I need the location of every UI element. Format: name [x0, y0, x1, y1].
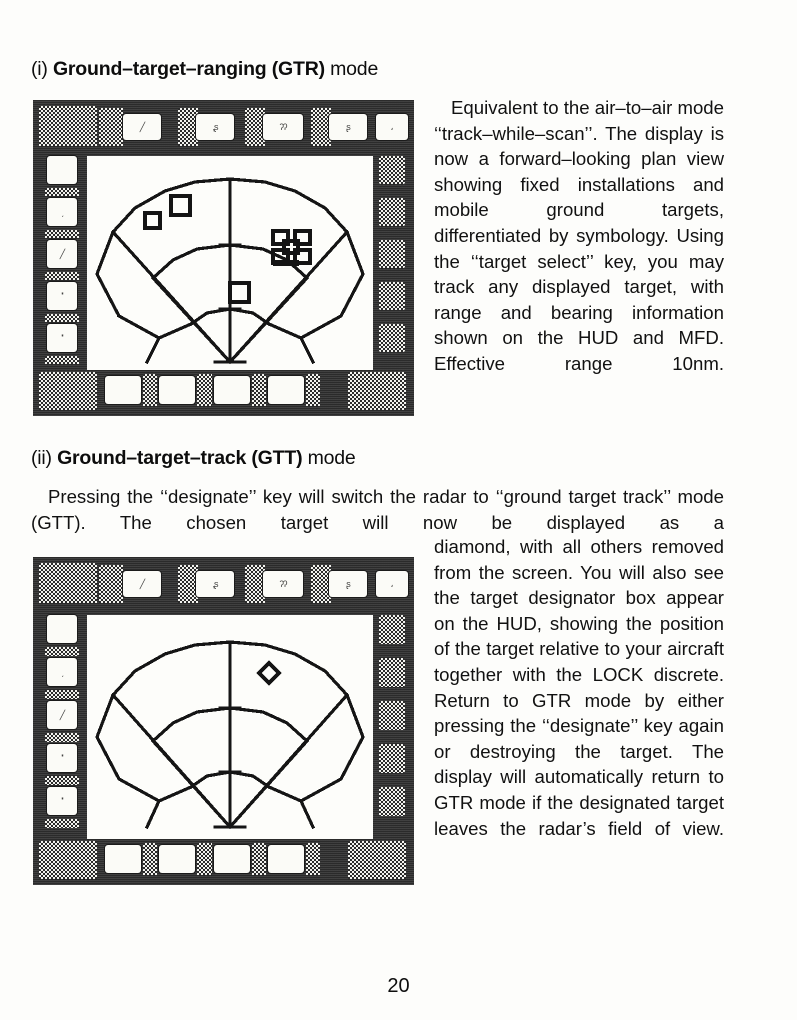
mfd-gtt-screen[interactable] [87, 615, 373, 839]
mfd-gtr-bottom-key-1[interactable] [105, 376, 141, 404]
mfd-gtt-left-key-4[interactable] [47, 744, 77, 772]
mfd-gtt-bottom-key-3[interactable] [214, 845, 250, 873]
bezel-spacer-top-3 [311, 565, 331, 603]
mfd-gtt-left-key-2[interactable] [47, 658, 77, 686]
mfd-gtt-top-key-2[interactable] [196, 571, 234, 597]
key-glyph-icon: ╱ [139, 578, 145, 589]
bezel-spacer-left-3 [45, 272, 79, 280]
mfd-gtr-right-key-3[interactable] [379, 240, 405, 268]
lobe-left [97, 232, 191, 338]
mfd-gtt-top-key-3[interactable] [263, 571, 303, 597]
mfd-gtt-left-key-1[interactable] [47, 615, 77, 643]
bezel-spacer-top-0 [99, 565, 123, 603]
lobe-left-tail [147, 338, 159, 362]
mfd-gtr-top-key-2[interactable] [196, 114, 234, 140]
section-heading-gtr [31, 58, 378, 81]
key-glyph-icon: ʹʹ [61, 332, 63, 343]
mfd-gtr-top-key-1[interactable] [123, 114, 161, 140]
section-title-gtt: Ground–target–track (GTT) [57, 447, 303, 469]
mfd-gtr-top-key-4[interactable] [329, 114, 367, 140]
bezel-spacer-bottom-3 [252, 843, 266, 875]
mfd-gtt-left-key-5[interactable] [47, 787, 77, 815]
target-cluster-mobile[interactable] [273, 231, 310, 266]
bezel-spacer-bottom-2 [197, 374, 212, 406]
mfd-gtr-left-key-1[interactable] [47, 156, 77, 184]
bezel-spacer-bottom-1 [143, 843, 157, 875]
section-title-gtr: Ground–target–ranging (GTR) [52, 58, 325, 80]
mfd-gtt-right-key-2[interactable] [379, 658, 405, 687]
key-glyph-icon: ʂ [346, 121, 350, 132]
mfd-gtr-top-key-5[interactable] [376, 114, 408, 140]
bezel-spacer-left-2 [45, 690, 79, 699]
mfd-gtr-screen[interactable] [87, 156, 373, 370]
mfd-gtt-top-key-1[interactable] [123, 571, 161, 597]
mfd-gtt-right-key-4[interactable] [379, 744, 405, 773]
key-glyph-icon: ʔʔ [279, 578, 287, 589]
mfd-gtr-left-key-4[interactable] [47, 282, 77, 310]
mfd-gtr-right-key-2[interactable] [379, 198, 405, 226]
bezel-corner-block-tl [39, 563, 97, 603]
mfd-gtr-right-key-5[interactable] [379, 324, 405, 352]
paragraph-gtr-text: Equivalent to the air–to–air mode ‘‘track–while–scan’’. The display is now a forward–looking plan view showing fixed installations and mobile ground targets, differentiated by symbology. Using the ‘‘target select’’ key, you may track any displayed target, with range and bearing information shown on the HUD and MFD. Effective range 10nm. [434, 97, 724, 374]
key-glyph-icon: ʹʹ [61, 795, 63, 806]
bezel-spacer-left-2 [45, 230, 79, 238]
paragraph-gtt-continued-text: diamond, with all others removed from the screen. You will also see the target designator box appear on the HUD, showing the position of the target relative to your aircraft together with the LOCK discrete. Return to GTR mode by either pressing the ‘‘designate’’ key again or destroying the target. The display will automatically return to GTR mode if the designated target leaves the radar’s field of view. [434, 536, 724, 839]
bezel-spacer-top-2 [245, 565, 265, 603]
section-title-suffix-gtt: mode [307, 447, 356, 469]
bezel-spacer-bottom-4 [306, 374, 320, 406]
bezel-spacer-left-5 [45, 356, 79, 364]
key-glyph-icon: ,ʂ [212, 121, 218, 132]
key-glyph-icon: ʔʔ [279, 121, 287, 132]
mfd-gtr-top-key-3[interactable] [263, 114, 303, 140]
lobe-left [97, 695, 191, 801]
bezel-corner-block-tl [39, 106, 97, 146]
radar-targets-gtr [145, 196, 310, 302]
mfd-gtt-top-key-4[interactable] [329, 571, 367, 597]
bezel-corner-block-bl [39, 372, 97, 410]
mfd-gtt-right-key-3[interactable] [379, 701, 405, 730]
bezel-spacer-left-1 [45, 188, 79, 196]
mfd-gtt-left-key-3[interactable] [47, 701, 77, 729]
bezel-spacer-left-1 [45, 647, 79, 656]
key-glyph-icon: ˏ [61, 666, 63, 677]
lobe-right-tail [301, 801, 313, 827]
mfd-gtt-right-key-5[interactable] [379, 787, 405, 816]
bezel-spacer-left-4 [45, 314, 79, 322]
bezel-corner-block-br [348, 372, 406, 410]
mfd-gtr-display [33, 100, 414, 416]
key-glyph-icon [47, 156, 77, 184]
radar-targets-gtt [259, 663, 279, 683]
target-square-2[interactable] [171, 196, 190, 215]
target-square-3[interactable] [230, 283, 249, 302]
key-glyph-icon [47, 615, 77, 643]
bezel-corner-block-bl [39, 841, 97, 879]
lobe-left-tail [147, 801, 159, 827]
bezel-spacer-bottom-3 [252, 374, 266, 406]
scan-line-right-inner [230, 741, 307, 827]
mfd-gtt-right-key-1[interactable] [379, 615, 405, 644]
key-glyph-icon: ╱ [139, 121, 145, 132]
section-title-suffix-gtr: mode [330, 58, 379, 80]
mfd-gtt-top-key-5[interactable] [376, 571, 408, 597]
target-square-1[interactable] [145, 213, 160, 228]
key-glyph-icon: ʂ [346, 578, 350, 589]
bezel-corner-block-br [348, 841, 406, 879]
key-glyph-icon: ʹʹ [61, 290, 63, 301]
mfd-gtr-bottom-key-2[interactable] [159, 376, 195, 404]
section-marker-i: (i) [31, 58, 48, 80]
lobe-right [269, 695, 363, 801]
bezel-spacer-bottom-4 [306, 843, 320, 875]
mfd-gtr-bottom-key-4[interactable] [268, 376, 304, 404]
section-marker-ii: (ii) [31, 447, 52, 469]
lobe-left-edge [119, 316, 159, 338]
bezel-spacer-top-1 [178, 108, 198, 146]
scan-line-right-inner [230, 278, 307, 362]
key-glyph-icon: ، [390, 578, 394, 589]
radar-plot-gtt [87, 615, 373, 839]
key-glyph-icon: ,ʂ [212, 578, 218, 589]
scan-line-left-inner [153, 278, 230, 362]
bezel-spacer-left-5 [45, 819, 79, 828]
lobe-right-tail [301, 338, 313, 362]
bezel-spacer-top-3 [311, 108, 331, 146]
mfd-gtr-left-key-3[interactable] [47, 240, 77, 268]
scan-line-left-inner [153, 741, 230, 827]
mfd-gtr-left-key-2[interactable] [47, 198, 77, 226]
mfd-gtt-bottom-key-4[interactable] [268, 845, 304, 873]
page-number: 20 [387, 975, 410, 997]
paragraph-gtr [434, 95, 724, 402]
key-glyph-icon: ˏ [61, 206, 63, 217]
bezel-spacer-left-4 [45, 776, 79, 785]
radar-plot-gtr [87, 156, 373, 370]
mfd-gtt-bezel [33, 557, 414, 885]
bezel-spacer-top-0 [99, 108, 123, 146]
key-glyph-icon: ʹʹ [61, 752, 63, 763]
bezel-spacer-bottom-1 [143, 374, 157, 406]
mfd-gtr-right-key-1[interactable] [379, 156, 405, 184]
key-glyph-icon: ╱ [59, 248, 65, 259]
bezel-spacer-top-1 [178, 565, 198, 603]
mfd-gtr-bottom-key-3[interactable] [214, 376, 250, 404]
mfd-gtr-right-key-4[interactable] [379, 282, 405, 310]
paragraph-gtt-intro-text: Pressing the ‘‘designate’’ key will switch the radar to ‘‘ground target track’’ mode (GTT). The chosen target will now be displayed as a [31, 486, 724, 533]
bezel-spacer-top-2 [245, 108, 265, 146]
target-diamond-designated[interactable] [259, 663, 279, 683]
bezel-spacer-left-3 [45, 733, 79, 742]
paragraph-gtt-continued [434, 534, 724, 867]
mfd-gtr-left-key-5[interactable] [47, 324, 77, 352]
mfd-gtt-bottom-key-2[interactable] [159, 845, 195, 873]
mfd-gtr-bezel [33, 100, 414, 416]
bezel-spacer-bottom-2 [197, 843, 212, 875]
key-glyph-icon: ╱ [59, 709, 65, 720]
mfd-gtt-bottom-key-1[interactable] [105, 845, 141, 873]
section-heading-gtt [31, 447, 356, 470]
key-glyph-icon: ، [390, 121, 394, 132]
mfd-gtt-display [33, 557, 414, 885]
